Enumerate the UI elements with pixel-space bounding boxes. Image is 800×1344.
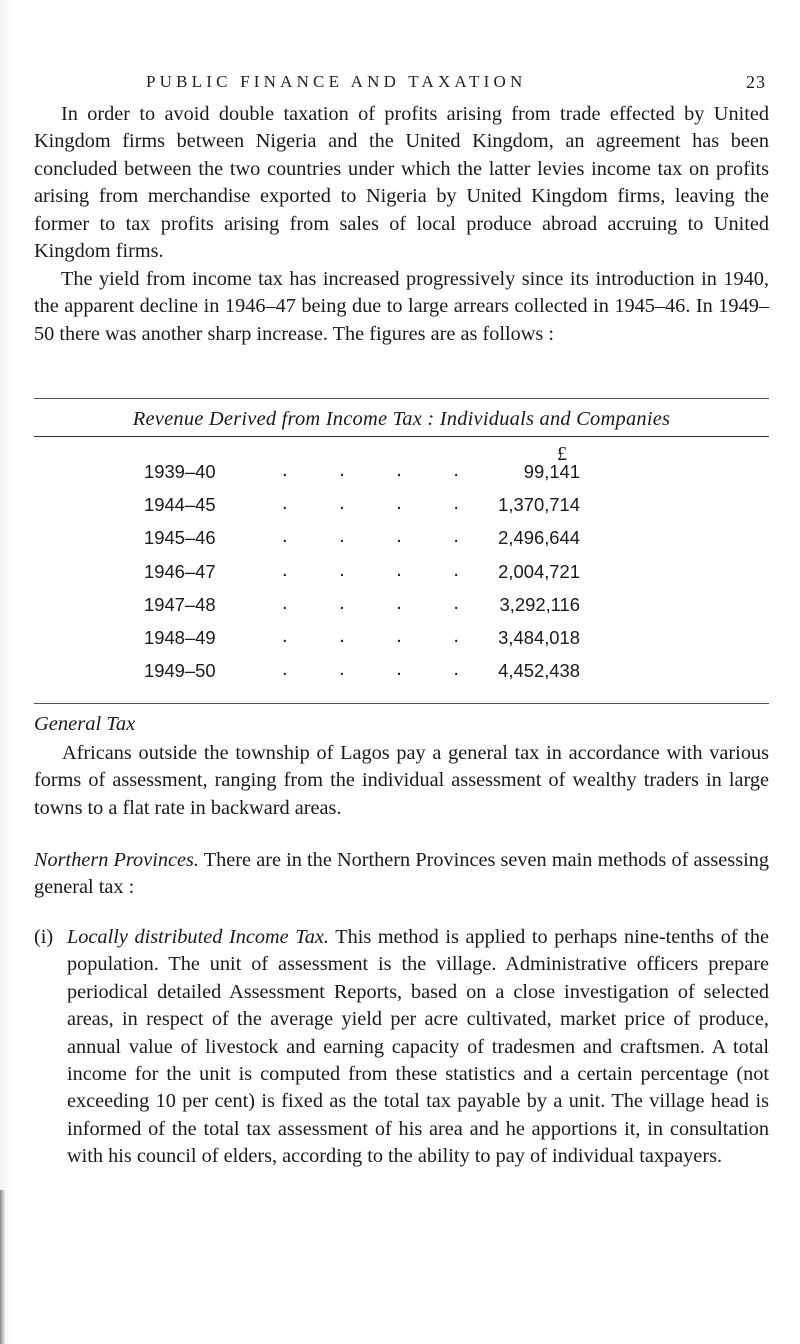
list-item-lead: Locally distributed Income Tax. bbox=[67, 926, 329, 948]
paragraph-general-tax-intro: Africans outside the township of Lagos pay a general tax in accordance with various forms of assessment, ranging from the individual assessment of wealthy traders in large towns to a flat rate in backward areas. bbox=[34, 742, 769, 819]
list-marker: (i) bbox=[34, 926, 54, 948]
table-amount: 99,141 bbox=[523, 461, 580, 482]
table-year: 1939–40 bbox=[144, 461, 216, 482]
paragraph-double-taxation: In order to avoid double taxation of profits arising from trade effected by United Kingdom firms between Nigeria and the United Kingdom, an agreement has been concluded between the two countries under which the latter levies income tax on profits arising from merchandise exported to Nigeria by United Kingdom firms, leaving the former to tax profits arising from sales of local produce abroad accruing to United Kingdom firms. bbox=[34, 103, 769, 263]
currency-symbol: £ bbox=[557, 443, 567, 465]
leader-dots: . . . . bbox=[282, 624, 482, 647]
section-heading-general-tax: General Tax bbox=[34, 713, 136, 735]
table-top-rule bbox=[34, 398, 769, 399]
northern-provinces-text: There are in the Northern Provinces seven main methods of assessing general tax : bbox=[34, 849, 769, 899]
table-row bbox=[144, 494, 614, 527]
paragraph-income-tax-yield: The yield from income tax has increased progressively since its introduction in 1940, the apparent decline in 1946–47 being due to large arrears collected in 1945–46. In 1949–50 there was another sharp increase. The figures are as follows : bbox=[34, 268, 769, 345]
table-year: 1945–46 bbox=[144, 527, 216, 549]
table-row bbox=[144, 461, 614, 494]
table-amount: 3,292,116 bbox=[499, 593, 580, 615]
scan-edge-shadow bbox=[0, 0, 14, 1344]
list-item-text: This method is applied to perhaps nine-tenths of the population. The unit of assessment is the village. Administrative officers prepare periodical detailed Assessment Reports, based on a close investigation of selected areas, in respect of the average yield per acre cultivated, market price of produce, annual value of livestock and earning capacity of tradesmen and craftsmen. A total income for the unit is computed from these statistics and a certain percentage (not exceeding 10 per cent) is fixed as the total tax payable by a unit. The village head is informed of the total tax assessment of his area and he apportions it, in consultation with his council of elders, according to the ability to pay of individual taxpayers. bbox=[67, 926, 770, 1168]
table-amount: 1,370,714 bbox=[498, 494, 580, 516]
leader-dots: . . . . bbox=[282, 459, 482, 481]
table-header-rule bbox=[34, 436, 769, 437]
table-amount: 2,496,644 bbox=[498, 527, 580, 549]
leader-dots: . . . . bbox=[282, 558, 482, 581]
table-row bbox=[144, 591, 614, 627]
list-item-body bbox=[67, 924, 769, 1171]
table-row bbox=[144, 527, 614, 560]
table-year: 1947–48 bbox=[144, 593, 216, 615]
paragraph-northern-provinces bbox=[34, 847, 769, 902]
page-header bbox=[146, 72, 766, 102]
leader-dots: . . . . bbox=[282, 591, 482, 614]
table-amount: 3,484,018 bbox=[498, 626, 580, 648]
table-row bbox=[144, 660, 614, 693]
leader-dots: . . . . bbox=[282, 492, 482, 515]
table-row bbox=[144, 558, 614, 594]
leader-dots: . . . . bbox=[282, 525, 482, 548]
table-amount: 4,452,438 bbox=[498, 660, 580, 682]
table-row bbox=[144, 624, 614, 660]
revenue-table bbox=[144, 461, 614, 693]
table-title: Revenue Derived from Income Tax : Individuals and Companies bbox=[132, 408, 671, 430]
table-year: 1944–45 bbox=[144, 494, 216, 516]
running-title: PUBLIC FINANCE AND TAXATION bbox=[146, 72, 527, 91]
table-year: 1948–49 bbox=[144, 626, 216, 648]
table-amount: 2,004,721 bbox=[498, 560, 580, 582]
scan-edge-dark-strip bbox=[0, 1190, 6, 1344]
leader-dots: . . . . bbox=[282, 658, 482, 681]
page-number: 23 bbox=[746, 72, 766, 92]
table-bottom-rule bbox=[34, 703, 769, 704]
northern-provinces-lead: Northern Provinces. bbox=[34, 849, 199, 871]
table-year: 1946–47 bbox=[144, 560, 216, 582]
table-year: 1949–50 bbox=[144, 660, 216, 682]
